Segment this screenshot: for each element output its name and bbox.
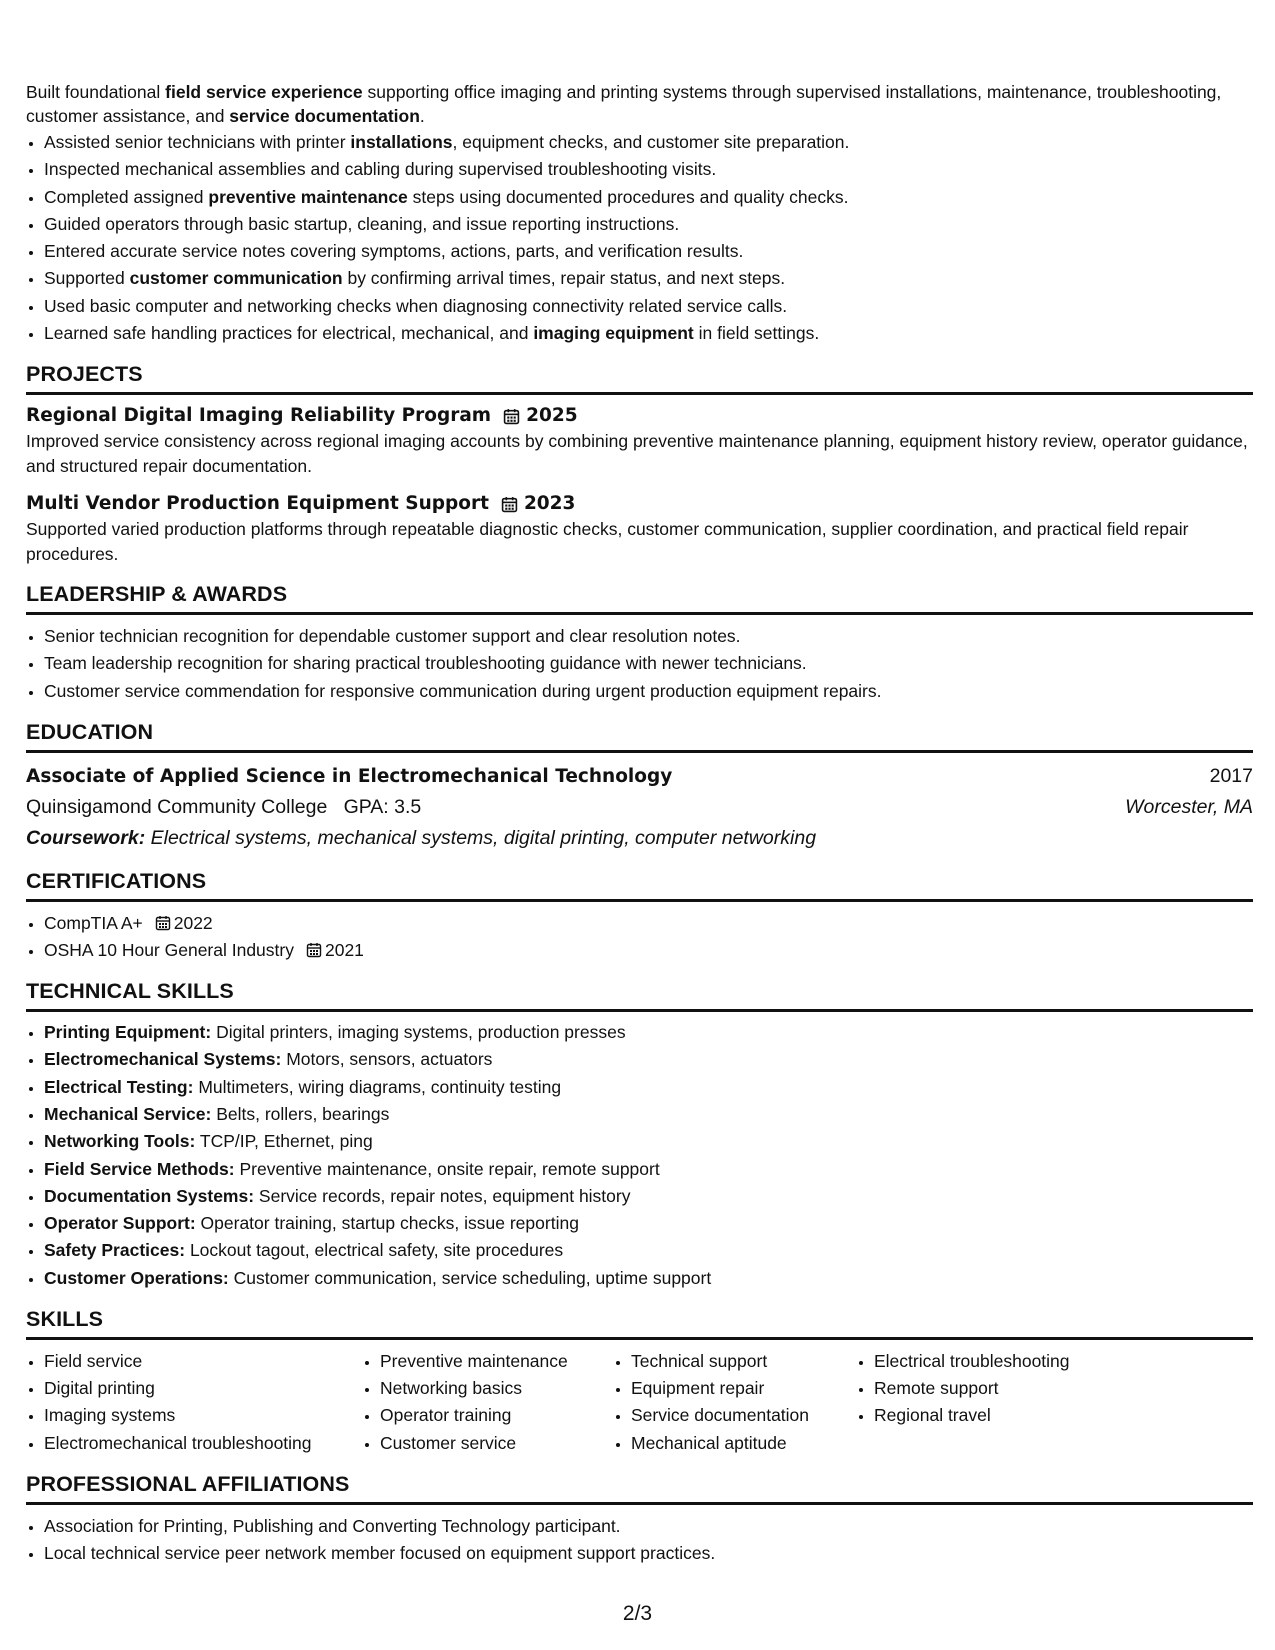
list-item: • Customer Operations: Customer communication, service scheduling, uptime support: [44, 1265, 1253, 1292]
page-number: 2/3: [622, 1602, 653, 1625]
experience-summary: Built foundational field service experience supporting office imaging and printing systems through supervised installations, maintenance, troubleshooting, customer assistance, and service documentation.: [26, 82, 1222, 126]
certification-year: 2022: [173, 912, 213, 933]
list-item: • Operator Support: Operator training, startup checks, issue reporting: [44, 1210, 1253, 1237]
section-title: CERTIFICATIONS: [26, 868, 1253, 902]
project-year: 2025: [526, 405, 578, 427]
experience-bullet: • Guided operators through basic startup, cleaning, and issue reporting instructions.: [44, 211, 1253, 238]
experience-bullet: • Learned safe handling practices for electrical, mechanical, and imaging equipment in field settings.: [44, 320, 1253, 347]
list-item: • Regional travel: [874, 1402, 1174, 1429]
list-item: • Networking basics: [380, 1375, 613, 1402]
list-item: • Field Service Methods: Preventive maintenance, onsite repair, remote support: [44, 1156, 1253, 1183]
section-title: PROJECTS: [26, 361, 1253, 395]
projects-section: [26, 361, 1253, 567]
education-section: [26, 719, 1253, 854]
project-title: [26, 403, 1253, 429]
list-item: • Preventive maintenance: [380, 1348, 613, 1375]
leadership-section: [26, 581, 1253, 705]
experience-bullets: [26, 129, 1253, 347]
list-item: • Safety Practices: Lockout tagout, electrical safety, site procedures: [44, 1237, 1253, 1264]
list-item: • Electromechanical Systems: Motors, sensors, actuators: [44, 1046, 1253, 1073]
skills-column: [26, 1348, 362, 1457]
education-coursework: Coursework: Electrical systems, mechanical systems, digital printing, computer networking: [26, 826, 817, 849]
project-name: Regional Digital Imaging Reliability Program: [26, 405, 492, 427]
section-title: EDUCATION: [26, 719, 1253, 753]
list-item: • Networking Tools: TCP/IP, Ethernet, ping: [44, 1128, 1253, 1155]
technical-skills-list: [26, 1019, 1253, 1292]
list-item: • Senior technician recognition for dependable customer support and clear resolution notes.: [44, 623, 1253, 650]
education-location: Worcester, MA: [1125, 795, 1253, 818]
list-item: • Imaging systems: [44, 1402, 362, 1429]
list-item: • Team leadership recognition for sharing practical troubleshooting guidance with newer technicians.: [44, 650, 1253, 677]
project-title: [26, 491, 1253, 517]
certification-name: CompTIA A+: [44, 912, 143, 933]
certifications-section: [26, 868, 1253, 964]
section-title: SKILLS: [26, 1306, 1253, 1340]
education-school: Quinsigamond Community College: [26, 795, 328, 818]
education-header-row: [26, 761, 1253, 792]
education-gpa: GPA: 3.5: [343, 795, 422, 818]
experience-bullet: • Entered accurate service notes covering symptoms, actions, parts, and verification results.: [44, 238, 1253, 265]
experience-bullet: • Inspected mechanical assemblies and cabling during supervised troubleshooting visits.: [44, 156, 1253, 183]
experience-bullet: • Completed assigned preventive maintenance steps using documented procedures and quality checks.: [44, 184, 1253, 211]
skills-column: [856, 1348, 1174, 1457]
calendar-icon: [306, 942, 322, 958]
skills-column: [613, 1348, 856, 1457]
affiliations-section: [26, 1471, 1253, 1567]
experience-bullet: • Supported customer communication by confirming arrival times, repair status, and next steps.: [44, 265, 1253, 292]
list-item: • Remote support: [874, 1375, 1174, 1402]
list-item: [44, 937, 1253, 964]
list-item: • Printing Equipment: Digital printers, imaging systems, production presses: [44, 1019, 1253, 1046]
education-year: 2017: [1209, 764, 1253, 787]
list-item: • Customer service commendation for responsive communication during urgent production equipment repairs.: [44, 678, 1253, 705]
list-item: • Electromechanical troubleshooting: [44, 1430, 362, 1457]
section-title: TECHNICAL SKILLS: [26, 978, 1253, 1012]
technical-skills-section: [26, 978, 1253, 1292]
calendar-icon: [501, 496, 518, 513]
skills-column: [362, 1348, 613, 1457]
affiliations-list: [26, 1513, 1253, 1568]
list-item: • Mechanical Service: Belts, rollers, bearings: [44, 1101, 1253, 1128]
calendar-icon: [155, 915, 171, 931]
resume-page: [26, 80, 1253, 1568]
list-item: • Association for Printing, Publishing and Converting Technology participant.: [44, 1513, 1253, 1540]
section-title: LEADERSHIP & AWARDS: [26, 581, 1253, 615]
list-item: • Equipment repair: [631, 1375, 856, 1402]
list-item: • Electrical troubleshooting: [874, 1348, 1174, 1375]
project-name: Multi Vendor Production Equipment Support: [26, 493, 489, 515]
skills-grid: [26, 1348, 1253, 1457]
certification-year: 2021: [324, 939, 364, 960]
experience-bullet: • Used basic computer and networking checks when diagnosing connectivity related service calls.: [44, 293, 1253, 320]
project-description: Supported varied production platforms through repeatable diagnostic checks, customer communication, supplier coordination, and practical field repair procedures.: [26, 519, 1189, 565]
list-item: • Technical support: [631, 1348, 856, 1375]
list-item: • Operator training: [380, 1402, 613, 1429]
list-item: • Mechanical aptitude: [631, 1430, 856, 1457]
education-school-row: [26, 792, 1253, 823]
skills-section: [26, 1306, 1253, 1457]
list-item: • Service documentation: [631, 1402, 856, 1429]
list-item: • Local technical service peer network member focused on equipment support practices.: [44, 1540, 1253, 1567]
experience-bullet: • Assisted senior technicians with printer installations, equipment checks, and customer site preparation.: [44, 129, 1253, 156]
list-item: • Field service: [44, 1348, 362, 1375]
list-item: • Electrical Testing: Multimeters, wiring diagrams, continuity testing: [44, 1074, 1253, 1101]
project-year: 2023: [523, 493, 576, 515]
certification-name: OSHA 10 Hour General Industry: [44, 939, 294, 960]
list-item: • Customer service: [380, 1430, 613, 1457]
education-degree: Associate of Applied Science in Electromechanical Technology: [26, 765, 673, 787]
list-item: [44, 910, 1253, 937]
list-item: • Digital printing: [44, 1375, 362, 1402]
leadership-list: [26, 623, 1253, 705]
list-item: • Documentation Systems: Service records, repair notes, equipment history: [44, 1183, 1253, 1210]
certifications-list: [26, 910, 1253, 965]
project-description: Improved service consistency across regional imaging accounts by combining preventive maintenance planning, equipment history review, operator guidance, and structured repair documentation.: [26, 431, 1248, 477]
section-title: PROFESSIONAL AFFILIATIONS: [26, 1471, 1253, 1505]
education-school-line: [26, 792, 421, 823]
calendar-icon: [503, 408, 520, 425]
